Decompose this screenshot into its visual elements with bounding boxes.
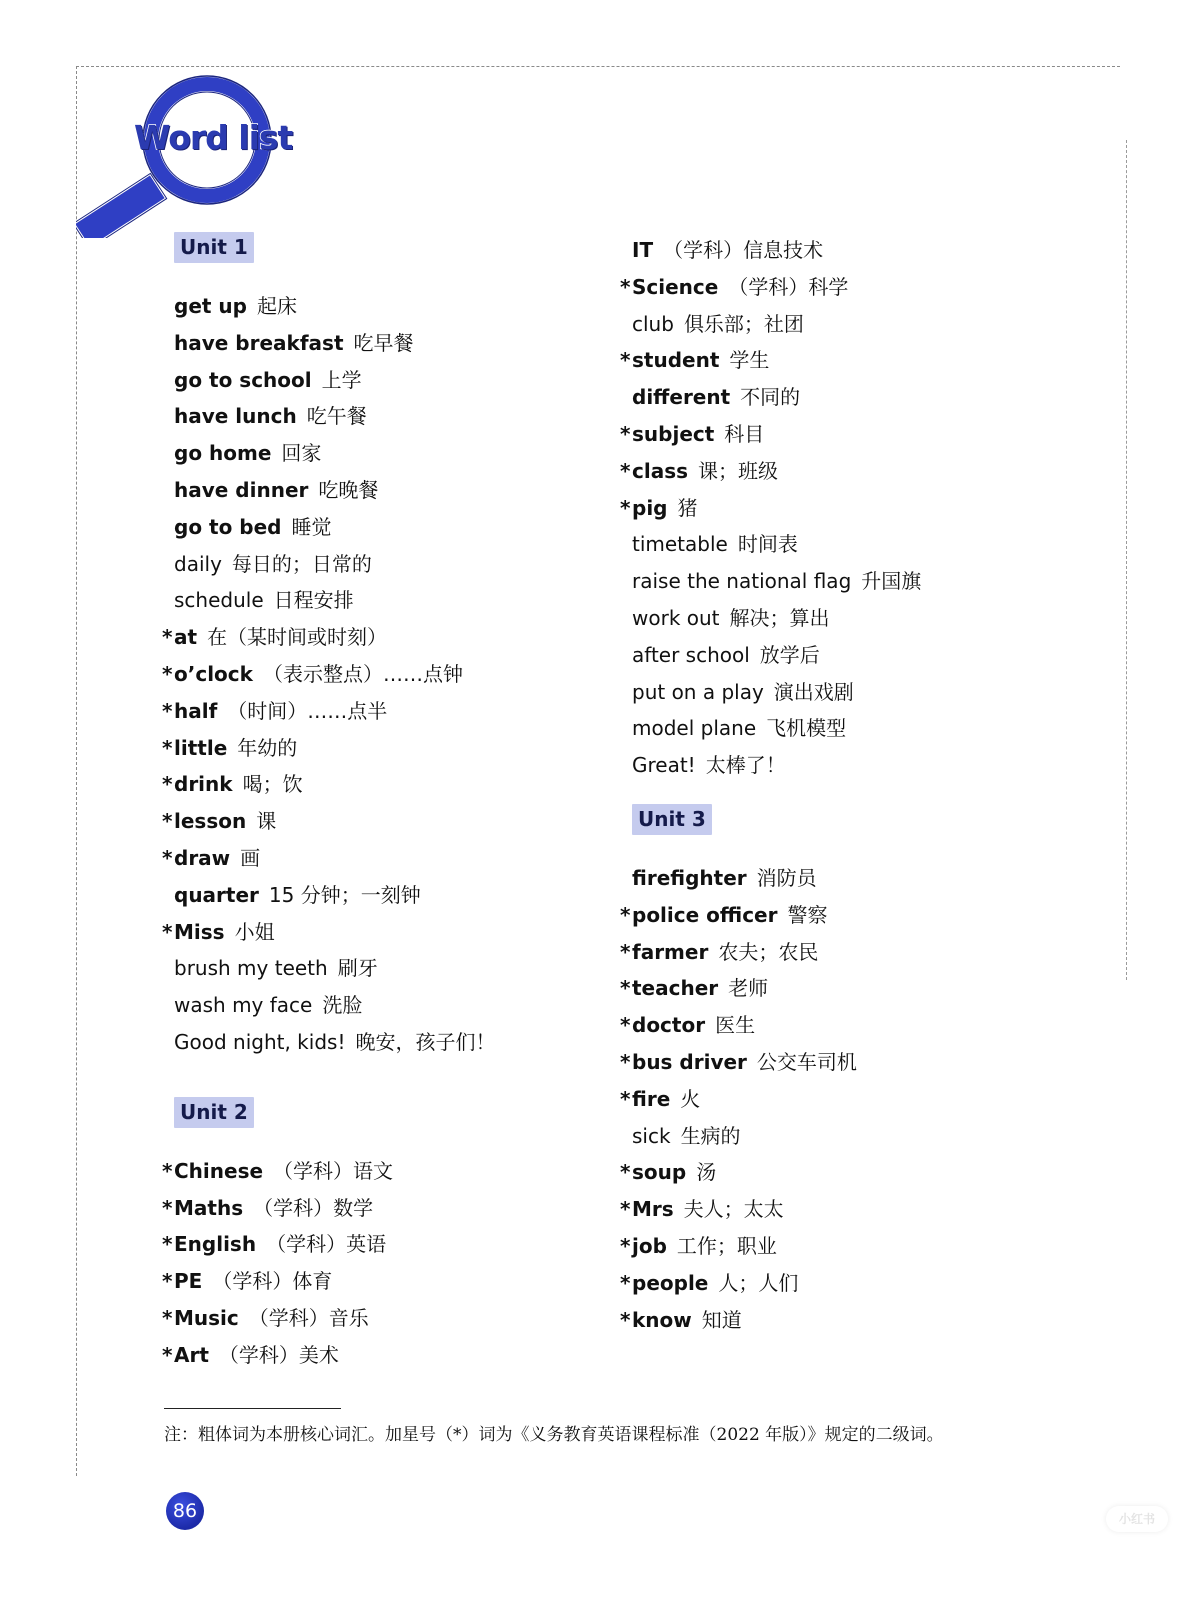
word-entry xyxy=(620,269,1100,306)
chinese-meaning: 演出戏剧 xyxy=(773,679,854,704)
word-entry xyxy=(620,1191,1100,1228)
chinese-meaning: 医生 xyxy=(715,1013,756,1038)
star-marker: * xyxy=(620,1233,631,1258)
chinese-meaning: 刷牙 xyxy=(337,956,378,981)
chinese-meaning: 太棒了！ xyxy=(705,753,786,778)
star-marker: * xyxy=(620,274,631,299)
word-entry xyxy=(162,435,592,472)
word-entry xyxy=(162,288,592,325)
star-marker: * xyxy=(620,1270,631,1295)
word-entry xyxy=(162,693,592,730)
word-entry xyxy=(162,1190,592,1227)
english-word: put on a play xyxy=(632,679,764,704)
star-marker: * xyxy=(620,976,631,1001)
english-word: go to bed xyxy=(174,514,282,539)
star-marker: * xyxy=(162,698,173,723)
english-word: Mrs xyxy=(632,1197,674,1222)
star-marker: * xyxy=(162,1158,173,1183)
chinese-meaning: 学生 xyxy=(729,348,770,373)
chinese-meaning: 晚安，孩子们！ xyxy=(355,1029,496,1054)
word-entry xyxy=(620,1154,1100,1191)
english-word: model plane xyxy=(632,716,757,741)
english-word: wash my face xyxy=(174,993,313,1018)
unit-3-list xyxy=(620,860,1100,1338)
star-marker: * xyxy=(162,661,173,686)
word-entry xyxy=(162,1024,592,1061)
chinese-meaning: 回家 xyxy=(281,441,322,466)
word-entry xyxy=(620,1007,1100,1044)
word-entry xyxy=(162,656,592,693)
english-word: have dinner xyxy=(174,477,309,502)
star-marker: * xyxy=(620,421,631,446)
word-entry xyxy=(162,987,592,1024)
english-word: Great! xyxy=(632,753,696,778)
english-word: English xyxy=(174,1232,257,1257)
english-word: soup xyxy=(632,1160,687,1185)
word-list-title: Word list xyxy=(134,118,293,157)
chinese-meaning: 喝；饮 xyxy=(242,772,303,797)
english-word: daily xyxy=(174,551,222,576)
star-marker: * xyxy=(162,735,173,760)
english-word: have breakfast xyxy=(174,330,344,355)
english-word: raise the national flag xyxy=(632,569,852,594)
chinese-meaning: 公交车司机 xyxy=(756,1049,857,1074)
chinese-meaning: 每日的；日常的 xyxy=(231,551,372,576)
english-word: Maths xyxy=(174,1195,244,1220)
chinese-meaning: （学科）音乐 xyxy=(248,1305,369,1330)
english-word: little xyxy=(174,735,228,760)
star-marker: * xyxy=(620,458,631,483)
chinese-meaning: 飞机模型 xyxy=(766,716,847,741)
chinese-meaning: 日程安排 xyxy=(273,588,354,613)
chinese-meaning: 老师 xyxy=(728,976,769,1001)
word-entry xyxy=(162,1263,592,1300)
chinese-meaning: 吃早餐 xyxy=(353,330,414,355)
english-word: pig xyxy=(632,495,668,520)
star-marker: * xyxy=(162,772,173,797)
chinese-meaning: 警察 xyxy=(787,902,828,927)
word-entry xyxy=(620,710,1100,747)
english-word: at xyxy=(174,625,198,650)
english-word: Good night, kids! xyxy=(174,1029,346,1054)
chinese-meaning: 吃午餐 xyxy=(306,404,367,429)
star-marker: * xyxy=(620,939,631,964)
chinese-meaning: 吃晚餐 xyxy=(318,477,379,502)
chinese-meaning: 课 xyxy=(256,809,277,834)
word-entry xyxy=(162,546,592,583)
footnote-divider xyxy=(164,1408,341,1409)
word-entry xyxy=(620,342,1100,379)
chinese-meaning: 在（某时间或时刻） xyxy=(207,625,388,650)
chinese-meaning: （学科）信息技术 xyxy=(663,238,824,262)
word-entry xyxy=(620,232,1100,269)
english-word: go to school xyxy=(174,367,312,392)
word-entry xyxy=(620,747,1100,784)
english-word: timetable xyxy=(632,532,728,557)
star-marker: * xyxy=(620,1086,631,1111)
english-word: bus driver xyxy=(632,1049,747,1074)
chinese-meaning: 上学 xyxy=(321,367,362,392)
english-word: subject xyxy=(632,421,715,446)
unit-badge: Unit 1 xyxy=(174,232,254,263)
star-marker: * xyxy=(162,1195,173,1220)
english-word: Science xyxy=(632,274,719,299)
chinese-meaning: 俱乐部；社团 xyxy=(683,311,804,336)
english-word: people xyxy=(632,1270,709,1295)
english-word: firefighter xyxy=(632,865,747,890)
word-entry xyxy=(620,970,1100,1007)
chinese-meaning: （学科）科学 xyxy=(728,274,849,299)
word-entry xyxy=(162,325,592,362)
english-word: student xyxy=(632,348,720,373)
english-word: have lunch xyxy=(174,404,297,429)
english-word: farmer xyxy=(632,939,709,964)
english-word: PE xyxy=(174,1269,203,1294)
word-entry xyxy=(620,1228,1100,1265)
star-marker: * xyxy=(162,919,173,944)
chinese-meaning: （时间）……点半 xyxy=(227,698,388,723)
word-entry xyxy=(162,398,592,435)
chinese-meaning: （学科）英语 xyxy=(266,1232,387,1257)
english-word: different xyxy=(632,385,731,410)
star-marker: * xyxy=(162,1342,173,1367)
english-word: get up xyxy=(174,294,247,318)
unit-2-list-part-2 xyxy=(620,232,1100,784)
english-word: work out xyxy=(632,605,720,630)
english-word: schedule xyxy=(174,588,264,613)
english-word: sick xyxy=(632,1123,671,1148)
chinese-meaning: （表示整点）……点钟 xyxy=(262,661,463,686)
chinese-meaning: 夫人；太太 xyxy=(683,1197,784,1222)
star-marker: * xyxy=(162,809,173,834)
word-entry xyxy=(620,860,1100,897)
word-entry xyxy=(620,453,1100,490)
english-word: quarter xyxy=(174,882,259,907)
star-marker: * xyxy=(620,348,631,373)
star-marker: * xyxy=(162,1232,173,1257)
word-entry xyxy=(620,1081,1100,1118)
english-word: after school xyxy=(632,642,750,667)
chinese-meaning: 睡觉 xyxy=(291,514,332,539)
page-border-left xyxy=(76,66,77,1476)
word-entry xyxy=(620,1265,1100,1302)
word-entry xyxy=(162,1226,592,1263)
chinese-meaning: 课；班级 xyxy=(698,458,779,483)
star-marker: * xyxy=(162,625,173,650)
word-entry xyxy=(162,950,592,987)
unit-1-list xyxy=(162,288,592,1061)
chinese-meaning: 消防员 xyxy=(756,865,817,890)
word-entry xyxy=(620,526,1100,563)
chinese-meaning: 解决；算出 xyxy=(729,605,830,630)
word-entry xyxy=(620,1044,1100,1081)
chinese-meaning: （学科）体育 xyxy=(212,1269,333,1294)
star-marker: * xyxy=(620,1307,631,1332)
english-word: doctor xyxy=(632,1013,706,1038)
english-word: police officer xyxy=(632,902,778,927)
english-word: fire xyxy=(632,1086,671,1111)
word-entry xyxy=(620,600,1100,637)
english-word: know xyxy=(632,1307,692,1332)
unit-badge: Unit 3 xyxy=(632,804,712,835)
word-entry xyxy=(162,509,592,546)
english-word: club xyxy=(632,311,674,336)
chinese-meaning: 不同的 xyxy=(740,385,801,410)
english-word: teacher xyxy=(632,976,719,1001)
star-marker: * xyxy=(620,1160,631,1185)
chinese-meaning: 猪 xyxy=(677,495,698,520)
chinese-meaning: 知道 xyxy=(701,1307,742,1332)
chinese-meaning: 火 xyxy=(680,1086,701,1111)
english-word: class xyxy=(632,458,689,483)
word-entry xyxy=(162,803,592,840)
word-entry xyxy=(162,1337,592,1374)
chinese-meaning: 洗脸 xyxy=(322,993,363,1018)
chinese-meaning: 15 分钟；一刻钟 xyxy=(268,882,421,907)
chinese-meaning: 工作；职业 xyxy=(676,1233,777,1258)
footnote: 注：粗体词为本册核心词汇。加星号（*）词为《义务教育英语课程标准（2022 年版）》规定的二级词。 xyxy=(164,1425,944,1445)
unit-2-list-part-1 xyxy=(162,1153,592,1374)
unit-heading xyxy=(162,232,592,288)
word-entry xyxy=(620,1302,1100,1339)
english-word: Art xyxy=(174,1342,209,1367)
word-entry xyxy=(620,416,1100,453)
star-marker: * xyxy=(620,1013,631,1038)
word-entry xyxy=(162,472,592,509)
english-word: half xyxy=(174,698,218,723)
english-word: job xyxy=(632,1233,667,1258)
star-marker: * xyxy=(162,1305,173,1330)
word-entry xyxy=(162,877,592,914)
chinese-meaning: （学科）数学 xyxy=(253,1195,374,1220)
chinese-meaning: 科目 xyxy=(724,421,765,446)
english-word: Music xyxy=(174,1305,239,1330)
chinese-meaning: 小姐 xyxy=(234,919,275,944)
chinese-meaning: 汤 xyxy=(696,1160,717,1185)
chinese-meaning: 年幼的 xyxy=(237,735,298,760)
word-entry xyxy=(620,379,1100,416)
star-marker: * xyxy=(620,902,631,927)
watermark: 小红书 xyxy=(1106,1506,1168,1532)
word-entry xyxy=(162,619,592,656)
word-entry xyxy=(620,897,1100,934)
chinese-meaning: 升国旗 xyxy=(861,569,922,594)
star-marker: * xyxy=(162,845,173,870)
right-column xyxy=(620,232,1100,1338)
chinese-meaning: 生病的 xyxy=(680,1123,741,1148)
page-border-right xyxy=(1126,140,1127,980)
star-marker: * xyxy=(620,1197,631,1222)
english-word: drink xyxy=(174,772,233,797)
chinese-meaning: （学科）语文 xyxy=(273,1158,394,1183)
word-entry xyxy=(162,1300,592,1337)
english-word: draw xyxy=(174,845,231,870)
page-number: 86 xyxy=(166,1492,204,1530)
english-word: IT xyxy=(632,238,654,262)
chinese-meaning: 时间表 xyxy=(737,532,798,557)
unit-heading xyxy=(162,1097,592,1153)
word-entry xyxy=(162,1153,592,1190)
word-entry xyxy=(620,563,1100,600)
english-word: Chinese xyxy=(174,1158,264,1183)
unit-badge: Unit 2 xyxy=(174,1097,254,1128)
word-entry xyxy=(620,490,1100,527)
word-entry xyxy=(162,840,592,877)
english-word: Miss xyxy=(174,919,225,944)
chinese-meaning: （学科）美术 xyxy=(218,1342,339,1367)
english-word: brush my teeth xyxy=(174,956,328,981)
word-entry xyxy=(620,1118,1100,1155)
word-entry xyxy=(162,362,592,399)
star-marker: * xyxy=(620,1049,631,1074)
word-entry xyxy=(620,934,1100,971)
chinese-meaning: 放学后 xyxy=(759,642,820,667)
star-marker: * xyxy=(620,495,631,520)
chinese-meaning: 画 xyxy=(240,845,261,870)
english-word: lesson xyxy=(174,809,247,834)
english-word: go home xyxy=(174,441,272,466)
word-entry xyxy=(162,582,592,619)
word-entry xyxy=(162,914,592,951)
chinese-meaning: 人；人们 xyxy=(718,1270,799,1295)
word-entry xyxy=(620,306,1100,343)
word-entry xyxy=(620,674,1100,711)
chinese-meaning: 农夫；农民 xyxy=(718,939,819,964)
word-entry xyxy=(162,766,592,803)
word-entry xyxy=(162,730,592,767)
english-word: o’clock xyxy=(174,661,253,686)
word-entry xyxy=(620,637,1100,674)
unit-heading xyxy=(620,804,1100,860)
star-marker: * xyxy=(162,1269,173,1294)
left-column xyxy=(162,232,592,1374)
chinese-meaning: 起床 xyxy=(256,294,297,318)
